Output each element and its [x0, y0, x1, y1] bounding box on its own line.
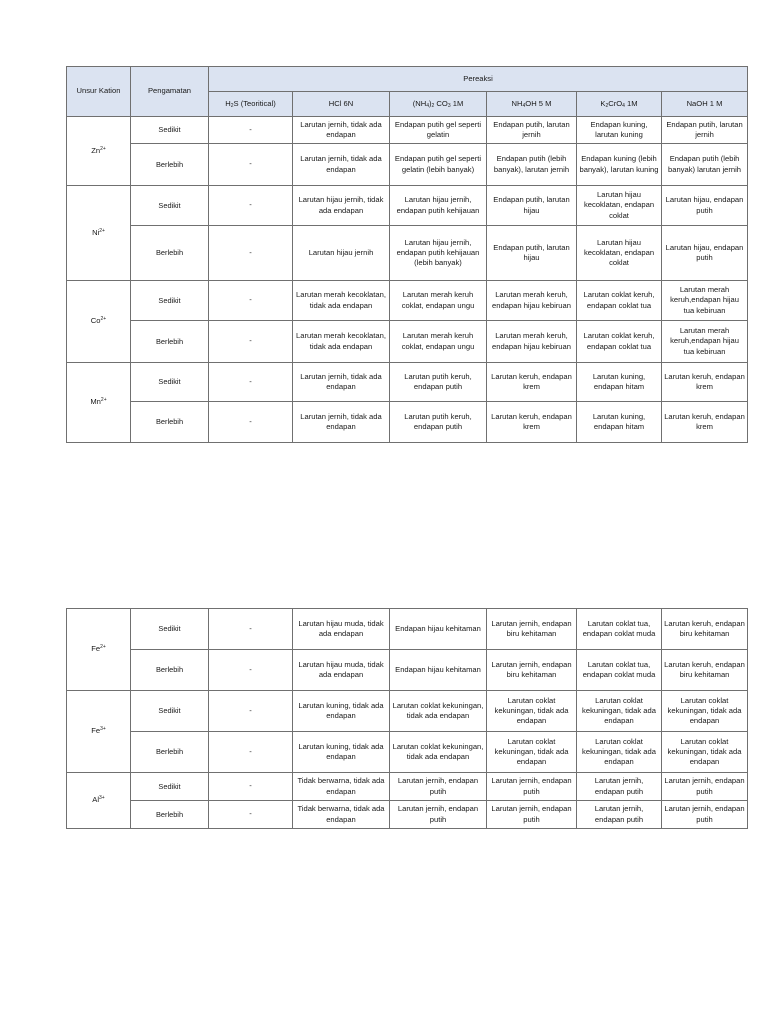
result-cell: Larutan coklat tua, endapan coklat muda: [577, 609, 662, 650]
result-cell: Larutan jernih, endapan putih: [487, 801, 577, 829]
result-cell: Endapan putih, larutan hijau: [487, 186, 577, 226]
result-cell: Larutan kuning, tidak ada endapan: [293, 691, 390, 732]
result-cell: Endapan putih (lebih banyak), larutan jernih: [487, 144, 577, 186]
result-cell: Larutan keruh, endapan biru kehitaman: [662, 609, 748, 650]
result-cell: Larutan kuning, tidak ada endapan: [293, 732, 390, 773]
result-cell: Larutan jernih, endapan putih: [487, 773, 577, 801]
result-cell: Larutan merah kecoklatan, tidak ada endapan: [293, 281, 390, 321]
result-cell: Larutan merah keruh,endapan hijau tua kebiruan: [662, 281, 748, 321]
result-cell: Endapan hijau kehitaman: [390, 609, 487, 650]
table-1-body: [67, 117, 748, 443]
result-cell: Larutan coklat keruh, endapan coklat tua: [577, 281, 662, 321]
result-cell: -: [209, 226, 293, 281]
result-cell: Larutan jernih, endapan biru kehitaman: [487, 650, 577, 691]
result-cell: -: [209, 801, 293, 829]
table-row: [67, 773, 748, 801]
result-cell: Larutan coklat kekuningan, tidak ada endapan: [487, 732, 577, 773]
cation-header: Unsur Kation: [67, 67, 131, 117]
result-cell: Larutan hijau jernih: [293, 226, 390, 281]
result-cell: Larutan keruh, endapan biru kehitaman: [662, 650, 748, 691]
cation-cell: $Co^{2+}$: [67, 281, 131, 363]
result-cell: Larutan putih keruh, endapan putih: [390, 402, 487, 443]
result-cell: Larutan jernih, tidak ada endapan: [293, 117, 390, 144]
result-cell: Larutan hijau jernih, tidak ada endapan: [293, 186, 390, 226]
table-row: [67, 609, 748, 650]
result-cell: Larutan kuning, endapan hitam: [577, 402, 662, 443]
reagent-group-header: Pereaksi: [209, 67, 748, 92]
result-cell: Larutan hijau kecoklatan, endapan coklat: [577, 226, 662, 281]
result-cell: Larutan coklat tua, endapan coklat muda: [577, 650, 662, 691]
result-cell: Larutan jernih, endapan biru kehitaman: [487, 609, 577, 650]
result-cell: Larutan hijau jernih, endapan putih kehijauan (lebih banyak): [390, 226, 487, 281]
cation-cell: $Fe^{3+}$: [67, 691, 131, 773]
result-cell: Tidak berwarna, tidak ada endapan: [293, 801, 390, 829]
result-cell: Larutan coklat kekuningan, tidak ada endapan: [577, 732, 662, 773]
result-cell: -: [209, 144, 293, 186]
cation-cell: $Zn^{2+}$: [67, 117, 131, 186]
result-cell: Endapan putih, larutan hijau: [487, 226, 577, 281]
result-cell: Endapan hijau kehitaman: [390, 650, 487, 691]
observation-cell: Berlebih: [131, 801, 209, 829]
reagent-header-ammonium-carbonate: $(NH_4)_2$ $CO_3$ 1M: [390, 92, 487, 117]
result-cell: -: [209, 186, 293, 226]
result-cell: -: [209, 402, 293, 443]
result-cell: Larutan hijau muda, tidak ada endapan: [293, 609, 390, 650]
cation-cell: $Al^{3+}$: [67, 773, 131, 829]
observation-cell: Sedikit: [131, 363, 209, 402]
table-row: [67, 732, 748, 773]
table-row: [67, 363, 748, 402]
observation-cell: Sedikit: [131, 117, 209, 144]
result-cell: Larutan coklat kekuningan, tidak ada endapan: [390, 691, 487, 732]
observation-cell: Sedikit: [131, 691, 209, 732]
result-cell: Larutan merah kecoklatan, tidak ada endapan: [293, 321, 390, 363]
cation-cell: $Fe^{2+}$: [67, 609, 131, 691]
result-cell: Endapan putih (lebih banyak) larutan jernih: [662, 144, 748, 186]
observation-cell: Sedikit: [131, 773, 209, 801]
result-cell: -: [209, 650, 293, 691]
result-cell: Larutan merah keruh,endapan hijau tua kebiruan: [662, 321, 748, 363]
observation-cell: Berlebih: [131, 732, 209, 773]
result-cell: -: [209, 281, 293, 321]
result-cell: Larutan coklat keruh, endapan coklat tua: [577, 321, 662, 363]
table-row: [67, 801, 748, 829]
table-row: [67, 117, 748, 144]
result-cell: -: [209, 321, 293, 363]
observation-cell: Sedikit: [131, 281, 209, 321]
result-cell: Larutan jernih, endapan putih: [390, 773, 487, 801]
result-cell: Larutan jernih, tidak ada endapan: [293, 402, 390, 443]
result-cell: -: [209, 732, 293, 773]
reagent-header-hcl: HCl 6N: [293, 92, 390, 117]
result-cell: Larutan hijau, endapan putih: [662, 186, 748, 226]
result-cell: Larutan keruh, endapan krem: [662, 402, 748, 443]
cation-cell: $Ni^{2+}$: [67, 186, 131, 281]
reagent-header-h2s: $H_2S$ (Teoritical): [209, 92, 293, 117]
table-row: [67, 402, 748, 443]
result-cell: Larutan hijau jernih, endapan putih kehijauan: [390, 186, 487, 226]
result-cell: Larutan jernih, endapan putih: [577, 773, 662, 801]
result-cell: Endapan kuning, larutan kuning: [577, 117, 662, 144]
result-cell: Larutan keruh, endapan krem: [487, 402, 577, 443]
result-cell: -: [209, 691, 293, 732]
observation-header: Pengamatan: [131, 67, 209, 117]
cation-cell: $Mn^{2+}$: [67, 363, 131, 443]
reagent-header-ammonium-hydroxide: $NH_4OH$ 5 M: [487, 92, 577, 117]
observation-cell: Sedikit: [131, 186, 209, 226]
result-cell: Larutan jernih, endapan putih: [662, 773, 748, 801]
result-cell: Endapan putih, larutan jernih: [662, 117, 748, 144]
result-cell: Larutan coklat kekuningan, tidak ada endapan: [577, 691, 662, 732]
reagent-header-potassium-chromate: $K_2CrO_4$ 1M: [577, 92, 662, 117]
result-cell: Larutan jernih, endapan putih: [577, 801, 662, 829]
result-cell: Larutan hijau kecoklatan, endapan coklat: [577, 186, 662, 226]
result-cell: Endapan putih, larutan jernih: [487, 117, 577, 144]
result-cell: Larutan hijau muda, tidak ada endapan: [293, 650, 390, 691]
observation-cell: Berlebih: [131, 226, 209, 281]
result-cell: Larutan kuning, endapan hitam: [577, 363, 662, 402]
result-cell: -: [209, 117, 293, 144]
table-row: [67, 650, 748, 691]
result-cell: Larutan hijau, endapan putih: [662, 226, 748, 281]
result-cell: Larutan coklat kekuningan, tidak ada endapan: [662, 691, 748, 732]
table-row: [67, 281, 748, 321]
result-cell: Larutan coklat kekuningan, tidak ada endapan: [662, 732, 748, 773]
result-cell: Endapan putih gel seperti gelatin: [390, 117, 487, 144]
observation-cell: Berlebih: [131, 144, 209, 186]
observation-cell: Berlebih: [131, 402, 209, 443]
table-row: [67, 226, 748, 281]
table-row: [67, 144, 748, 186]
result-cell: Larutan merah keruh coklat, endapan ungu: [390, 281, 487, 321]
result-cell: Larutan coklat kekuningan, tidak ada endapan: [487, 691, 577, 732]
observation-cell: Berlebih: [131, 650, 209, 691]
cation-reaction-table-2: [66, 608, 748, 829]
result-cell: Larutan jernih, endapan putih: [390, 801, 487, 829]
result-cell: Larutan jernih, tidak ada endapan: [293, 363, 390, 402]
result-cell: -: [209, 363, 293, 402]
result-cell: Larutan keruh, endapan krem: [662, 363, 748, 402]
observation-cell: Berlebih: [131, 321, 209, 363]
result-cell: Larutan putih keruh, endapan putih: [390, 363, 487, 402]
result-cell: Endapan putih gel seperti gelatin (lebih banyak): [390, 144, 487, 186]
result-cell: Larutan merah keruh, endapan hijau kebiruan: [487, 281, 577, 321]
table-row: [67, 691, 748, 732]
result-cell: Larutan jernih, endapan putih: [662, 801, 748, 829]
result-cell: Larutan merah keruh coklat, endapan ungu: [390, 321, 487, 363]
result-cell: Larutan jernih, tidak ada endapan: [293, 144, 390, 186]
result-cell: Larutan keruh, endapan krem: [487, 363, 577, 402]
result-cell: Larutan coklat kekuningan, tidak ada endapan: [390, 732, 487, 773]
result-cell: Larutan merah keruh, endapan hijau kebiruan: [487, 321, 577, 363]
result-cell: Endapan kuning (lebih banyak), larutan kuning: [577, 144, 662, 186]
result-cell: -: [209, 773, 293, 801]
result-cell: -: [209, 609, 293, 650]
table-2-body: [67, 609, 748, 829]
reagent-header-naoh: NaOH 1 M: [662, 92, 748, 117]
cation-reaction-table-1: [66, 66, 748, 443]
observation-cell: Sedikit: [131, 609, 209, 650]
result-cell: Tidak berwarna, tidak ada endapan: [293, 773, 390, 801]
table-row: [67, 186, 748, 226]
table-row: [67, 321, 748, 363]
